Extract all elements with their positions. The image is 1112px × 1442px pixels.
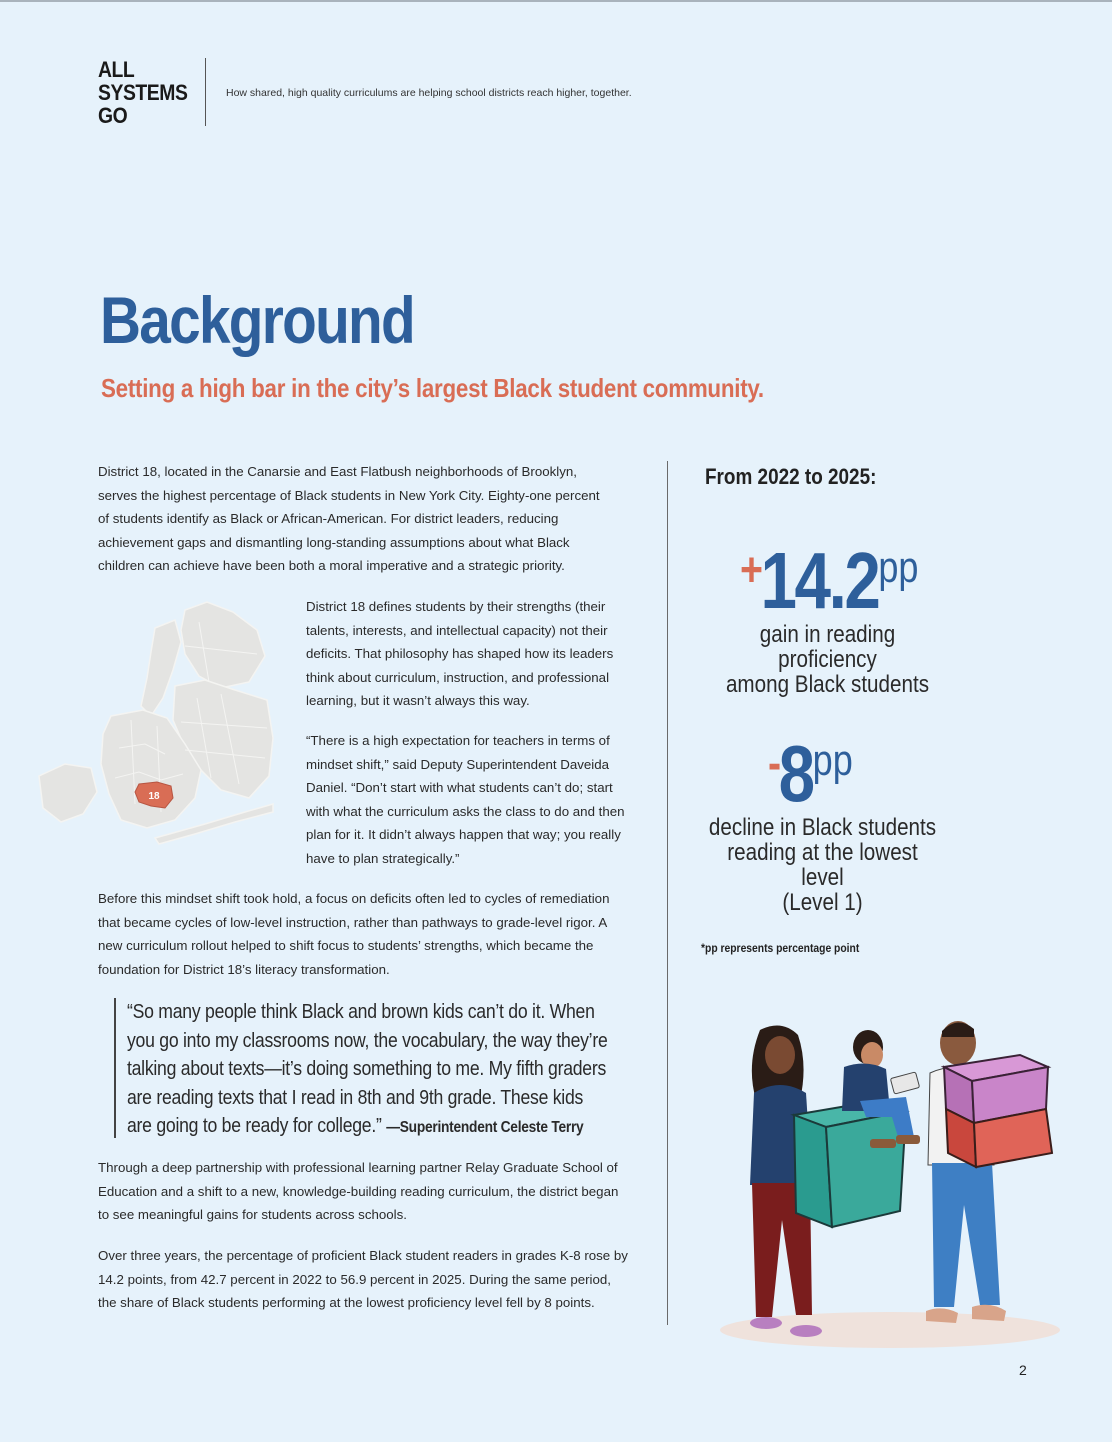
body-paragraph: Through a deep partnership with professional learning partner Relay Graduate School of Education and a shift to a new, knowledge-building reading curriculum, the district began to see meaningful gains for students across schools. xyxy=(98,1160,619,1223)
map-region-bronx xyxy=(181,602,265,688)
header-divider xyxy=(205,58,206,126)
stat-gain-desc-line: gain in reading proficiency xyxy=(759,621,896,673)
page-title: Background xyxy=(100,283,414,357)
stat-gain-sign: + xyxy=(740,544,761,597)
stat-decline-value xyxy=(768,729,853,818)
map-region-staten-island xyxy=(39,764,97,822)
stat-decline-desc-line: decline in Black students xyxy=(708,814,937,841)
body-paragraph: District 18 defines students by their strengths (their talents, interests, and intellectual capacity) not their deficits. That philosophy has shaped how its leaders think about curriculum, instruction, and professional learning, but it wasn’t always this way. xyxy=(306,599,614,709)
body-paragraph: “There is a high expectation for teachers in terms of mindset shift,” said Deputy Superintendent Daveida Daniel. “Don’t start with what students can’t do; start with what the curriculum asks the class to do and then plan for it. It didn’t always happen that way; you really have to plan strategically.” xyxy=(306,733,625,866)
stat-decline-desc-line: reading at the lowest level xyxy=(727,839,918,891)
stat-decline-unit: pp xyxy=(812,736,853,785)
pull-quote-text: “So many people think Black and brown kids can’t do it. When you go into my classrooms now, the vocabulary, the way they’re talking about texts—it’s doing something to me. My fifth graders are reading texts that I read in 8th and 9th grade. These kids are going to be ready for college.” xyxy=(127,1000,608,1137)
teal-box xyxy=(794,1101,906,1227)
stats-heading: From 2022 to 2025: xyxy=(705,464,877,489)
pull-quote-bar xyxy=(114,998,116,1138)
stats-footnote: *pp represents percentage point xyxy=(701,941,860,955)
column-divider xyxy=(667,461,668,1325)
nyc-district-map xyxy=(35,598,275,853)
pull-quote-attribution: —Superintendent Celeste Terry xyxy=(386,1119,584,1136)
pull-quote xyxy=(127,998,609,1143)
logo-line: SYSTEMS xyxy=(98,80,188,105)
body-paragraph: District 18, located in the Canarsie and East Flatbush neighborhoods of Brooklyn, serves the highest percentage of Black students in New York City. Eighty-one percent of students identify as Black or African-American. For district leaders, reducing achievement gaps and dismantling long-standing assumptions about what Black children can achieve have been both a moral imperative and a strategic priority. xyxy=(98,464,600,574)
body-paragraph: Before this mindset shift took hold, a focus on deficits often led to cycles of remediation that became cycles of low-level instruction, rather than pathways to grade-level rigor. A new curriculum rollout helped to shift focus to students’ strengths, which became the foundation for District 18’s literacy transformation. xyxy=(98,891,610,977)
top-border xyxy=(0,0,1112,2)
stat-gain-value xyxy=(740,536,919,625)
stat-gain-desc-line: among Black students xyxy=(725,671,930,698)
stat-gain-unit: pp xyxy=(878,543,919,592)
people-carrying-boxes-illustration xyxy=(710,1005,1070,1360)
header-tagline: How shared, high quality curriculums are helping school districts reach higher, together. xyxy=(226,87,632,99)
district-18-label: 18 xyxy=(148,791,160,802)
page-number: 2 xyxy=(1019,1362,1027,1378)
logo-line: GO xyxy=(98,103,128,128)
page-subtitle: Setting a high bar in the city’s largest Black student community. xyxy=(101,373,764,403)
stat-decline-sign: - xyxy=(768,737,779,790)
logo xyxy=(98,58,200,127)
logo-line: ALL xyxy=(98,57,135,82)
stat-gain-description xyxy=(709,622,946,697)
body-paragraph: Over three years, the percentage of proficient Black student readers in grades K-8 rose by 14.2 points, from 42.7 percent in 2022 to 56.9 percent in 2025. During the same period, the share of Black students performing at the lowest proficiency level fell by 8 points. xyxy=(98,1248,628,1311)
stat-gain-number: 14.2 xyxy=(760,536,879,625)
stat-decline-description xyxy=(704,815,941,915)
stat-decline-desc-line: (Level 1) xyxy=(782,889,863,916)
stat-decline-number: 8 xyxy=(778,729,813,818)
red-box xyxy=(946,1109,1052,1167)
